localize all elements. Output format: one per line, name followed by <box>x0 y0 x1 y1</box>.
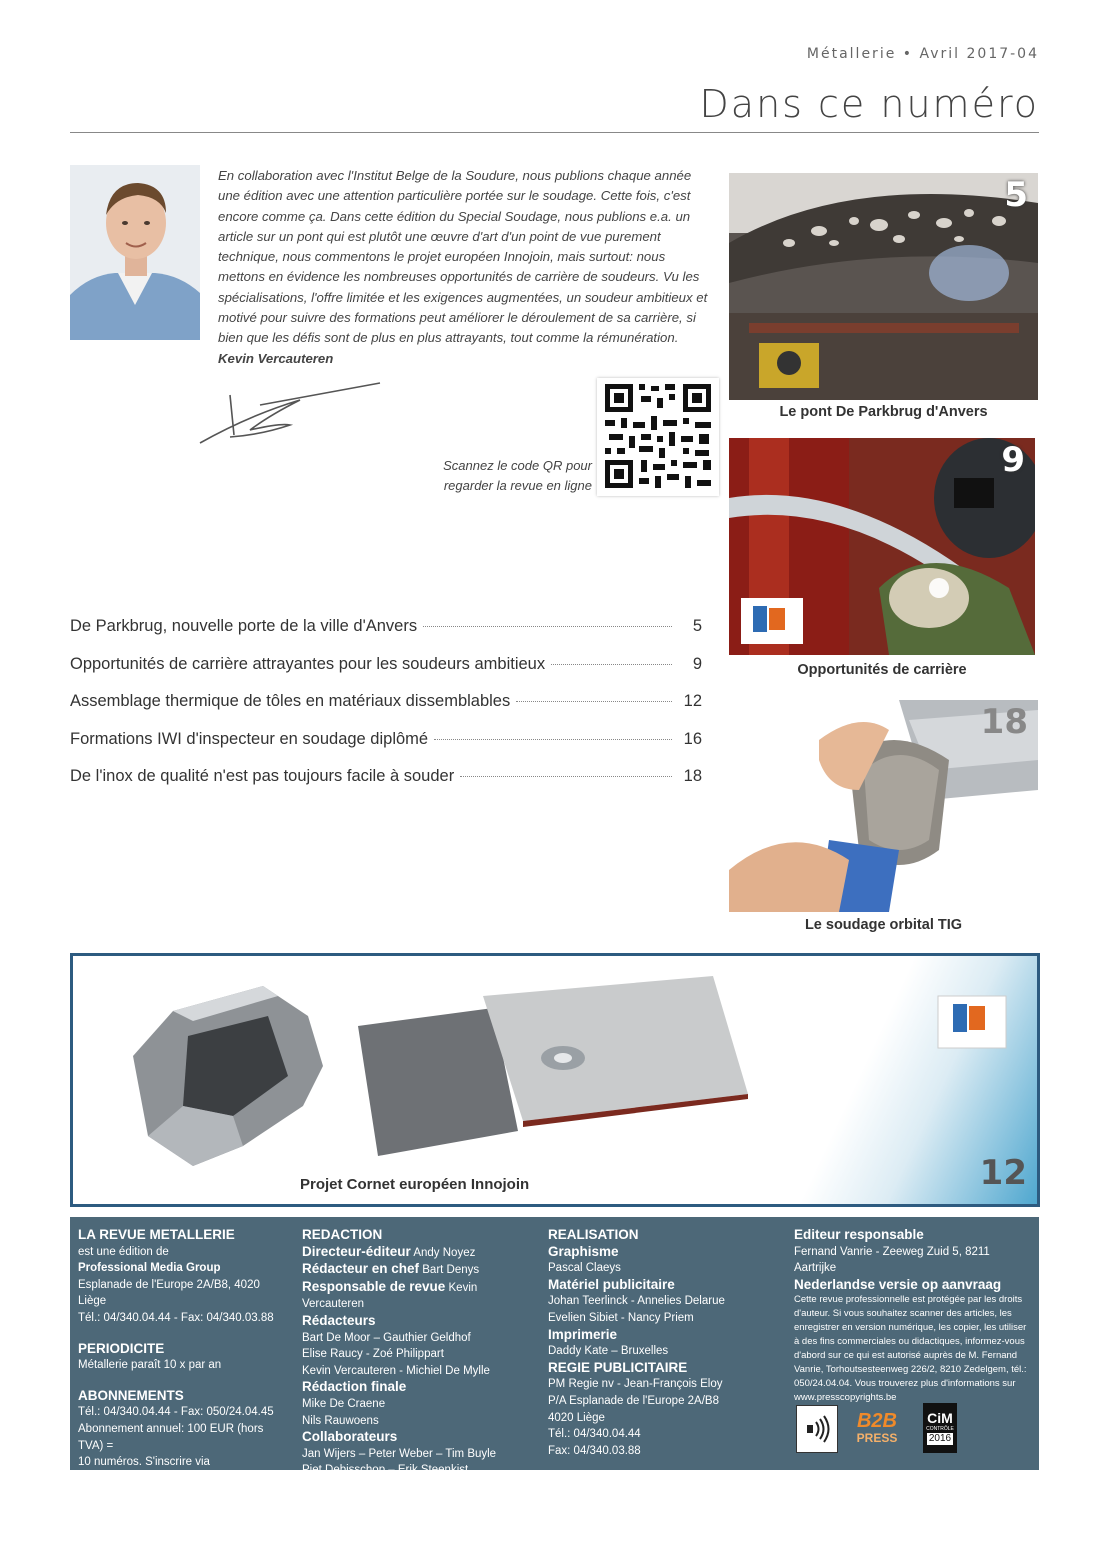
role-label: Rédaction finale <box>302 1379 407 1395</box>
toc-leader <box>460 776 672 777</box>
toc-item[interactable] <box>70 692 702 730</box>
role-label: Matériel publicitaire <box>548 1276 675 1292</box>
cim-logo <box>923 1403 957 1453</box>
toc-item-page: 16 <box>683 729 702 748</box>
toc-item[interactable] <box>70 767 702 805</box>
press-logo-text: PRESS <box>856 1431 898 1445</box>
colophon-heading: REDACTION <box>302 1227 383 1242</box>
colophon-line: est une édition de <box>78 1245 169 1258</box>
role-value: Bart Denys <box>422 1264 480 1277</box>
intro-text <box>218 166 708 369</box>
feature-page-number: 5 <box>1004 175 1028 215</box>
role-value: Andy Noyez <box>413 1246 476 1259</box>
role-label: Graphisme <box>548 1243 619 1259</box>
colophon-col-publisher <box>78 1227 288 1504</box>
colophon-line: Tél.: 04/340.04.44 - Fax: 050/24.04.45 <box>78 1406 274 1419</box>
copyright-notice: Cette revue professionnelle est protégée par les droits d'auteur. Si vous souhaitez scanner des articles, les enregistrer en version numérique, les copier, les utiliser à des fins commerciales ou didactiques, informez-vous d'abord sur ce qui est autorisé auprès de M. Fernand Vanrie, Torhoutsesteenweg 226/2, 8210 Zedelgem, tél.: 050/24.04.04. Vous trouverez plus d'informations sur www.presscopyrights.be <box>794 1294 1027 1404</box>
role-label: Directeur-éditeur <box>302 1243 411 1259</box>
toc-item-title: De l'inox de qualité n'est pas toujours facile à souder <box>70 767 455 785</box>
colophon-heading: REALISATION <box>548 1227 639 1242</box>
signature <box>190 375 390 450</box>
feature-page-number: 18 <box>980 702 1028 742</box>
qr-caption <box>420 456 592 496</box>
b2b-press-logo <box>846 1405 908 1451</box>
colophon-line: P/A Esplanade de l'Europe 2A/B8 <box>548 1394 719 1407</box>
colophon-heading: Editeur responsable <box>794 1227 924 1242</box>
colophon-heading: ABONNEMENTS <box>78 1387 184 1403</box>
toc-item[interactable] <box>70 617 702 655</box>
issue-line: Métallerie • Avril 2017-04 <box>806 46 1039 62</box>
title-rule <box>70 132 1039 133</box>
role-label: Rédacteur en chef <box>302 1261 420 1277</box>
colophon-heading: LA REVUE METALLERIE <box>78 1227 235 1242</box>
qr-code[interactable] <box>597 378 719 496</box>
feature-image-bridge[interactable] <box>729 173 1038 400</box>
feature-image-welder[interactable] <box>729 438 1035 655</box>
role-label: Imprimerie <box>548 1326 618 1342</box>
role-value: Jan Wijers – Peter Weber – Tim Buyle <box>302 1447 497 1460</box>
feature-caption: Le soudage orbital TIG <box>804 917 963 933</box>
feature-caption: Opportunités de carrière <box>797 662 967 678</box>
toc-item-page: 5 <box>692 617 702 635</box>
toc-item-page: 12 <box>683 692 702 710</box>
intro-author: Kevin Vercauteren <box>218 350 334 366</box>
colophon-col-production <box>548 1227 778 1459</box>
toc-leader <box>434 739 672 740</box>
toc-item-title: De Parkbrug, nouvelle porte de la ville d'Anvers <box>70 617 418 635</box>
colophon-heading: PERIODICITE <box>78 1340 165 1356</box>
b2b-logo-text: B2B <box>856 1410 897 1432</box>
table-of-contents <box>70 617 702 805</box>
role-value: Pascal Claeys <box>548 1262 621 1275</box>
feature-image-orbital[interactable] <box>729 700 1038 912</box>
qr-caption-line2: regarder la revue en ligne <box>443 478 592 493</box>
colophon <box>70 1217 1039 1502</box>
toc-leader <box>423 626 672 627</box>
page-title: Dans ce numéro <box>699 82 1039 126</box>
role-value: Kevin Vercauteren - Michiel De Mylle <box>302 1364 490 1377</box>
banner-caption: Projet Cornet européen Innojoin <box>300 1176 530 1193</box>
role-label: Collaborateurs <box>302 1429 398 1445</box>
publisher-name: Professional Media Group <box>78 1262 221 1275</box>
innojoin-banner[interactable] <box>70 953 1040 1207</box>
colophon-heading: Nederlandse versie op aanvraag <box>794 1276 1002 1292</box>
role-value: Mike De Craene <box>302 1397 386 1410</box>
colophon-line: Fax: 04/340.03.88 <box>548 1444 641 1457</box>
colophon-line: Fernand Vanrie - Zeeweg Zuid 5, 8211 Aartrijke <box>794 1245 990 1275</box>
role-label: Responsable de revue <box>302 1278 446 1294</box>
colophon-line: Esplanade de l'Europe 2A/B8, 4020 Liège <box>78 1278 260 1308</box>
colophon-line: 10 numéros. S'inscrire via metallerie.pmg.be <box>78 1456 210 1485</box>
toc-item-page: 18 <box>683 767 702 785</box>
role-value: Piet Debisschop – Erik Steenkist <box>302 1464 469 1477</box>
author-photo <box>70 165 200 340</box>
feature-page-number: 9 <box>1001 440 1025 480</box>
role-value: Nils Rauwoens <box>302 1414 379 1427</box>
role-value: Elise Raucy - Zoé Philippart <box>302 1348 444 1361</box>
qr-caption-line1: Scannez le code QR pour <box>443 458 592 473</box>
toc-item-page: 9 <box>692 654 702 673</box>
intro-body: En collaboration avec l'Institut Belge de la Soudure, nous publions chaque année une édition avec une attention particulière portée sur le soudage. Cette fois, c'est encore comme ça. Dans cette édition du Special Soudage, nous publions e.a. un article sur un pont qui est plutôt une œuvre d'art d'un point de vue purement technique, nous commentons le projet européen Innojoin, mais surtout: nous mettons en évidence les nombreuses opportunités de carrière de soudeurs. Vu les spécialisations, l'offre limitée et les exigences augmentées, un soudeur ambitieux et motivé pour suivre des formations peut améliorer le déroulement de sa carrière, si bien que les défis sont de plus en plus attrayants, tout comme la rémunération. <box>218 168 708 346</box>
cim-logo-subtext: CONTRÔLE <box>926 1426 954 1432</box>
role-value: Johan Teerlinck - Annelies Delarue <box>548 1295 725 1308</box>
colophon-line: PM Regie nv - Jean-François Eloy <box>548 1378 723 1391</box>
colophon-line: 4020 Liège <box>548 1411 605 1424</box>
colophon-col-editorial <box>302 1227 542 1479</box>
colophon-line: Tél.: 04/340.04.44 <box>548 1428 641 1441</box>
feature-caption: Le pont De Parkbrug d'Anvers <box>779 404 988 420</box>
nfc-logo-icon <box>796 1405 838 1453</box>
role-value: Daddy Kate – Bruxelles <box>548 1345 669 1358</box>
role-label: Rédacteurs <box>302 1312 376 1328</box>
role-value: Bart De Moor – Gauthier Geldhof <box>302 1331 471 1344</box>
toc-leader <box>516 701 672 702</box>
banner-page-number: 12 <box>979 1153 1027 1193</box>
colophon-line: Métallerie paraît 10 x par an <box>78 1359 222 1372</box>
colophon-line: Tél.: 04/340.04.44 - Fax: 04/340.03.88 <box>78 1311 274 1324</box>
cim-logo-year: 2016 <box>928 1433 952 1444</box>
colophon-heading: REGIE PUBLICITAIRE <box>548 1359 688 1375</box>
colophon-line: Abonnement annuel: 100 EUR (hors TVA) = <box>78 1422 264 1452</box>
colophon-line: ou envoyer un email à abo@pmg.be <box>78 1489 264 1502</box>
cim-logo-text: CiM <box>927 1410 953 1426</box>
role-value: Evelien Sibiet - Nancy Priem <box>548 1311 694 1324</box>
toc-item[interactable] <box>70 655 702 693</box>
toc-leader <box>551 664 672 665</box>
toc-item[interactable] <box>70 730 702 768</box>
role-value: Kevin Vercauteren <box>302 1281 478 1311</box>
toc-item-title: Formations IWI d'inspecteur en soudage diplômé <box>70 729 429 748</box>
colophon-col-legal <box>794 1227 1032 1405</box>
toc-item-title: Opportunités de carrière attrayantes pour les soudeurs ambitieux <box>70 654 546 673</box>
toc-item-title: Assemblage thermique de tôles en matériaux dissemblables <box>70 692 511 710</box>
